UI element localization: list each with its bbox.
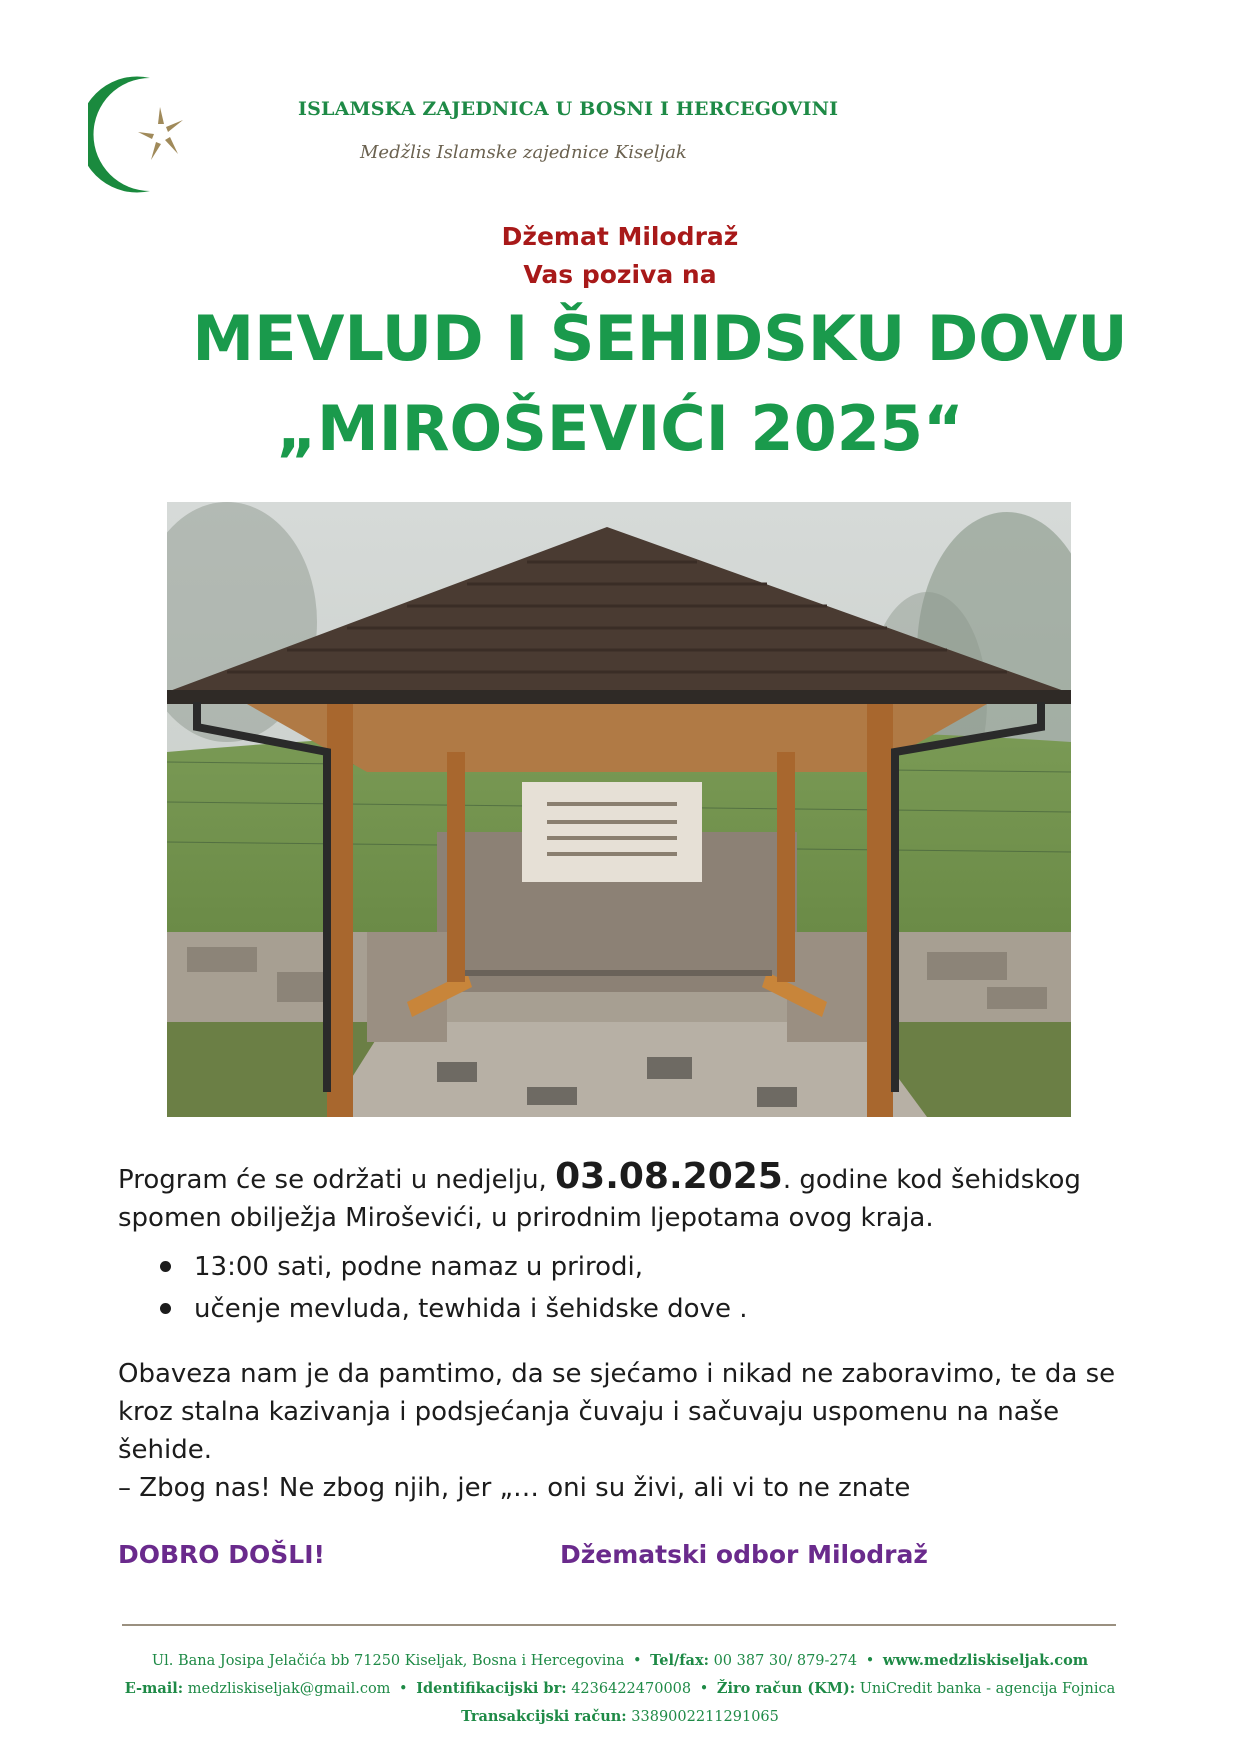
message-paragraph [118, 1355, 1128, 1507]
program-intro-after: . godine kod šehidskog spomen obilježja Miroševići, u prirodnim ljepotama ovog kraja. [118, 1165, 1081, 1233]
footer-address: Ul. Bana Josipa Jelačića bb 71250 Kiseljak, Bosna i Hercegovina [151, 1653, 625, 1669]
program-intro-before: Program će se održati u nedjelju, [118, 1165, 556, 1195]
list-item [160, 1288, 747, 1330]
signature: Džematski odbor Milodraž [560, 1540, 928, 1569]
program-intro [118, 1158, 1128, 1237]
separator: • [865, 1653, 875, 1669]
footer-line-1 [0, 1652, 1240, 1669]
separator: • [632, 1653, 642, 1669]
list-item-text: učenje mevluda, tewhida i šehidske dove . [194, 1294, 748, 1324]
list-item [160, 1246, 747, 1288]
website-link[interactable]: www.medzliskiseljak.com [882, 1652, 1089, 1669]
email-label: E-mail: [124, 1680, 184, 1697]
email-link[interactable]: medzliskiseljak@gmail.com [187, 1681, 391, 1697]
id-value: 4236422470008 [571, 1681, 692, 1697]
giro-value: UniCredit banka - agencija Fojnica [859, 1681, 1116, 1697]
memorial-pavilion-photo [167, 502, 1071, 1117]
org-title: ISLAMSKA ZAJEDNICA U BOSNI I HERCEGOVINI [298, 98, 839, 120]
tel-value: 00 387 30/ 879-274 [713, 1653, 858, 1669]
separator: • [699, 1681, 709, 1697]
list-item-text: 13:00 sati, podne namaz u prirodi, [194, 1252, 644, 1282]
dzemat-name: Džemat Milodraž [501, 222, 739, 251]
message-line-2: – Zbog nas! Ne zbog njih, jer „… oni su živi, ali vi to ne znate [118, 1473, 911, 1503]
tel-label: Tel/fax: [650, 1652, 709, 1669]
org-subtitle: Medžlis Islamske zajednice Kiseljak [360, 142, 687, 163]
bullet-icon [160, 1261, 171, 1272]
welcome-text: DOBRO DOŠLI! [118, 1540, 325, 1569]
trans-value: 3389002211291065 [631, 1709, 779, 1725]
invitation-line: Vas poziva na [523, 260, 717, 289]
program-list [160, 1246, 747, 1330]
event-title: MEVLUD I ŠEHIDSKU DOVU [192, 302, 1128, 375]
id-label: Identifikacijski br: [416, 1680, 567, 1697]
footer-divider [122, 1624, 1116, 1626]
crescent-star-logo-icon [88, 72, 198, 197]
footer-line-3 [0, 1708, 1240, 1725]
trans-label: Transakcijski račun: [461, 1708, 627, 1725]
message-line-1: Obaveza nam je da pamtimo, da se sjećamo i nikad ne zaboravimo, te da se kroz stalna kazivanja i podsjećanja čuvaju i sačuvaju uspomenu na naše šehide. [118, 1359, 1116, 1465]
event-subtitle: „MIROŠEVIĆI 2025“ [276, 392, 964, 465]
footer-line-2 [0, 1680, 1240, 1697]
giro-label: Žiro račun (KM): [716, 1680, 856, 1697]
bullet-icon [160, 1303, 171, 1314]
event-date: 03.08.2025 [555, 1156, 783, 1197]
separator: • [399, 1681, 408, 1697]
